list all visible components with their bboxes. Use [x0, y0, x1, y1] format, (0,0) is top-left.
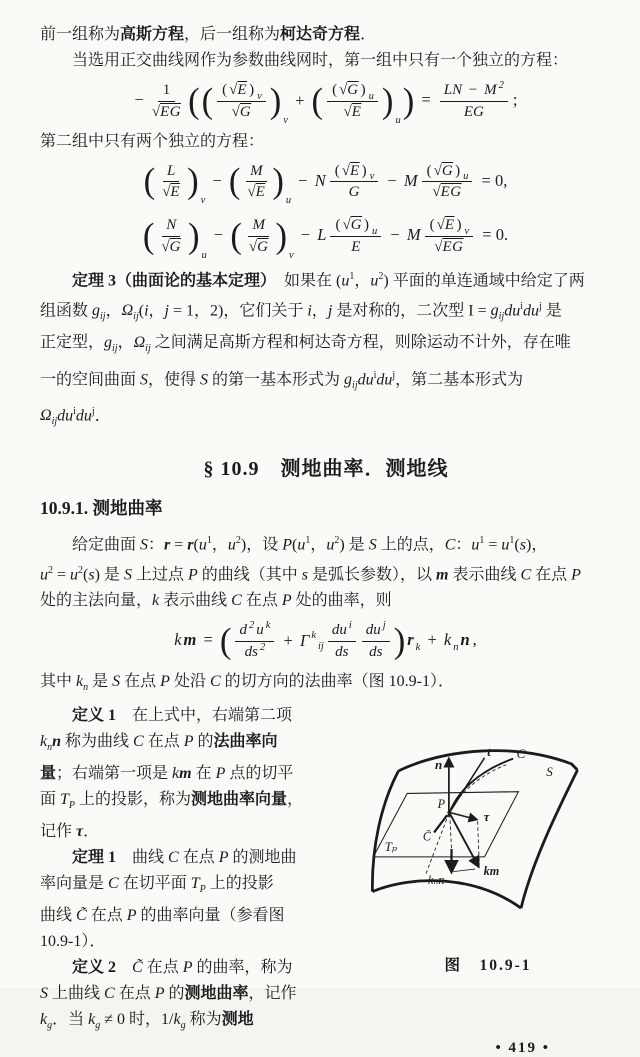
text-line: 一的空间曲面 S，使得 S 的第一基本形式为 $g_{ij}du^idu^j$，第二基本形式为 — [40, 369, 524, 392]
tau-vector — [450, 812, 477, 819]
math-token: √G — [342, 217, 363, 233]
math-token: u — [368, 90, 374, 102]
math-token: $\frac{( √E ) _v}{G}$ — [330, 162, 379, 203]
tangent-extension-dashed — [422, 813, 448, 875]
dashed-tau-down — [478, 821, 480, 864]
math-token — [362, 621, 390, 662]
text-line: 定理 3（曲面论的基本定理） 如果在 ($u^1$，$u^2$) 平面的单连通域中给定了两 — [72, 270, 585, 289]
math-token: k — [311, 630, 317, 642]
point-P — [447, 811, 450, 814]
second-group-line: 第二组中只有两个独立的方程： — [40, 132, 265, 150]
text-line: 面 $T_P$ 上的投影，称为测地曲率向量， — [40, 791, 304, 812]
math-token: m — [183, 630, 197, 650]
math-token: ds — [369, 643, 383, 660]
text-line: $k_g$．当 $k_g \ne 0$ 时，$1/k_g$ 称为测地 — [40, 1011, 254, 1032]
math-token: ( d $^2$ u $^k$ ds $^2$ + Γ k ij du $^i$ ds du $^j$ ds ) — [219, 620, 406, 662]
text-line: 正定型，$g_{ij}$，$\Omega_{ij}$ 之间满足高斯方程和柯达奇方程，则除运动不计外，存在唯 — [40, 334, 571, 355]
figure-label-S: S — [546, 763, 553, 779]
curve-C — [448, 759, 513, 817]
math-token — [246, 216, 272, 257]
text-line: 曲线 C̃ 在点 P 的曲率向量（参看图 — [40, 907, 285, 925]
given-surface-paragraph — [40, 528, 612, 615]
text-line: $\Omega_{ij}du^idu^j$． — [40, 406, 111, 428]
math-token: n — [460, 630, 470, 650]
text-line: 定义 1 在上式中，右端第二项 — [72, 706, 293, 724]
math-token: ds — [244, 643, 258, 660]
math-token: v — [464, 225, 470, 237]
parallelogram-edge — [453, 869, 475, 872]
math-token: ( √G ) $_u$ √E — [327, 81, 378, 122]
figure-label-C-tilde: C̃ — [422, 829, 431, 844]
math-token: 2 — [248, 620, 255, 632]
math-token: ij — [318, 640, 324, 652]
text-line: S 上曲线 C 在点 P 的测地曲率，记作 — [40, 985, 297, 1003]
text-line: 处的主法向量，k 表示曲线 C 在点 P 处的曲率，则 — [40, 592, 392, 610]
math-token: 2 — [259, 642, 266, 654]
text-line: 定义 2 C̃ 在点 P 的曲率，称为 — [72, 959, 293, 977]
text-line: 量；右端第一项是 km 在 P 点的切平 — [40, 765, 294, 783]
math-token: u — [256, 622, 264, 639]
figure-caption: 图 10.9-1 — [444, 956, 532, 974]
math-token: j — [382, 620, 386, 632]
math-token — [159, 162, 183, 203]
math-token: k — [265, 620, 271, 632]
text-line: 率向量是 C 在切平面 $T_P$ 上的投影 — [40, 875, 274, 896]
math-token: u — [372, 225, 378, 237]
math-token: LN — [443, 82, 463, 98]
text-line: $u^2 = u^2(s)$ 是 S 上过点 P 的曲线（其中 s 是弧长参数），以 m 表示曲线 C 在点 P — [40, 564, 581, 584]
math-token: $\frac{( √G ) _u}{√EG}$ — [422, 162, 473, 203]
math-token: √EG — [151, 103, 182, 120]
figure-label-n: n — [434, 756, 443, 772]
math-token: √G — [339, 82, 359, 98]
text-line: 给定曲面 S：$r = r(u^1$，$u^2$)，设 $P(u^1$，$u^2$) 是 S 上的点，C：$u^1 = u^1(s)$， — [40, 534, 548, 553]
gauss-equation: − $\frac{1}{√EG}$ ( ( ( √E ) $_v$ √G ) v + ( ( √G ) $_u$ √E ) u ) = $\frac{LN - M ^2}{EG}$ ; — [134, 80, 518, 126]
math-token: √G — [231, 103, 252, 120]
curve-C-dashed — [449, 765, 506, 813]
math-token: v — [257, 90, 262, 102]
math-token: d — [239, 622, 247, 639]
math-token: Γ — [299, 631, 310, 651]
math-token: $\frac{1}{√EG}$ — [151, 82, 182, 120]
math-token: $\frac{( √E ) _v}{√EG}$ — [425, 216, 474, 257]
geodesic-curvature-figure — [362, 729, 614, 943]
math-token: k — [415, 641, 421, 653]
math-token: ( √E ) $_v$ √G — [217, 81, 266, 122]
math-token: ds — [335, 643, 349, 660]
text-line: $k_nn$ 称为曲线 C 在点 P 的法曲率向 — [40, 732, 278, 754]
math-token: N — [166, 217, 177, 233]
math-token: r — [407, 630, 414, 650]
text-line: 前一组称为高斯方程，后一组称为柯达奇方程． — [40, 26, 377, 43]
two-column-zone — [40, 703, 612, 1040]
math-token: √G — [248, 238, 269, 255]
km-equation: k m = ( d $^2$ u $^k$ ds $^2$ + Γ k ij du $^i$ ds du $^j$ ds ) r $_k$ + k $_n$ n , — [174, 620, 477, 662]
kn-line: 其中 $k_n$ 是 S 在点 P 处沿 C 的切方向的法曲率（图 10.9-1）． — [40, 672, 454, 693]
math-token — [158, 216, 184, 257]
math-token: ( ( ( √E ) $_v$ √G ) v + ( ( √G ) $_u$ √E ) u ) — [188, 80, 415, 126]
math-token: n — [453, 641, 459, 653]
math-token: M — [406, 225, 421, 245]
math-token: ( N √G ) u — [142, 215, 207, 261]
math-token: √E — [229, 82, 248, 98]
surface-outline-bottom — [372, 881, 521, 908]
math-token: M — [252, 217, 265, 233]
figure-block — [362, 703, 614, 1040]
math-token: v — [369, 171, 375, 183]
math-token: $\frac{( √G ) _u}{E}$ — [330, 216, 381, 257]
page-number: • 419 • — [495, 1039, 550, 1056]
math-token: ( L √E ) v — [143, 161, 206, 206]
math-token: ( M √E ) u — [228, 161, 292, 206]
math-token: i — [348, 620, 352, 632]
math-token: √E — [341, 162, 360, 179]
text-line: 当选用正交曲线网作为参数曲线网时，第一组中只有一个独立的方程： — [40, 52, 569, 69]
surface-outline-left — [372, 771, 398, 892]
math-token: √E — [343, 103, 362, 120]
math-token: EG — [463, 103, 484, 120]
math-token: L — [166, 162, 176, 179]
paragraph-top — [40, 22, 612, 74]
math-token — [328, 621, 356, 662]
km-vector — [450, 813, 479, 866]
figure-label-km: km — [483, 864, 500, 879]
surface-outline-right — [521, 770, 577, 908]
figure-label-t: t — [487, 743, 491, 759]
math-token: k — [174, 630, 182, 650]
text-line: 定理 1 曲线 C 在点 P 的测地曲 — [72, 849, 297, 867]
math-token: u — [463, 171, 469, 183]
subsection-heading: 10.9.1. 测地曲率 — [40, 497, 163, 518]
math-token: E — [351, 238, 361, 255]
math-token: √EG — [434, 238, 464, 255]
figure-label-C: C — [516, 745, 526, 761]
figure-label-TP: Tₚ — [384, 838, 398, 854]
math-token: √E — [162, 184, 181, 201]
math-token: $\frac{LN - M ^2}{EG}$ — [440, 81, 508, 122]
math-token: ( ( √G ) $_u$ √E ) u — [311, 80, 401, 126]
math-token: M — [250, 162, 263, 179]
math-token: du — [365, 622, 381, 639]
math-token: √E — [247, 184, 266, 201]
figure-label-tau: τ — [483, 809, 490, 825]
math-token: √EG — [432, 184, 462, 201]
math-token — [235, 621, 274, 662]
section-heading: § 10.9 测地曲率．测地线 — [203, 457, 449, 480]
math-token: N — [314, 170, 326, 190]
text-line: 组函数 $g_{ij}$，$\Omega_{ij}(i$，j = 1，2)，它们关于 i，j 是对称的，二次型 $I = g_{ij}du^idu^j$ 是 — [40, 300, 562, 323]
math-token: du — [331, 622, 347, 639]
math-token: √E — [436, 217, 455, 233]
figure-label-knn: kₙn — [428, 872, 445, 887]
theorem-3-paragraph — [40, 264, 612, 436]
math-token: k — [443, 630, 452, 650]
math-token: ( M √G ) v — [230, 215, 294, 261]
dashed-normal-down — [450, 814, 452, 849]
math-token: L — [317, 225, 327, 245]
codazzi-equation-1: ( L √E ) v − ( M √E ) u − N $\frac{( √E ) _v}{G}$ − M $\frac{( √G ) _u}{√EG}$ = 0, — [143, 161, 508, 206]
math-token — [244, 162, 268, 203]
math-token: √G — [161, 238, 181, 255]
math-token: M — [403, 170, 418, 190]
figure-label-P: P — [437, 797, 446, 812]
curve-C-tilde — [434, 815, 447, 832]
text-line: 10.9-1）． — [40, 933, 106, 951]
text-line: 记作 τ． — [40, 823, 100, 841]
math-token: M — [484, 82, 497, 98]
math-token: G — [348, 184, 360, 201]
math-token: 2 — [498, 80, 504, 92]
left-column-text — [40, 703, 362, 1040]
codazzi-equation-2: ( N √G ) u − ( M √G ) v − L $\frac{( √G ) _u}{E}$ − M $\frac{( √E ) _v}{√EG}$ = 0. — [142, 215, 509, 261]
math-token: ( ( √E ) $_v$ √G ) v — [201, 80, 288, 126]
math-token: √G — [433, 162, 454, 179]
